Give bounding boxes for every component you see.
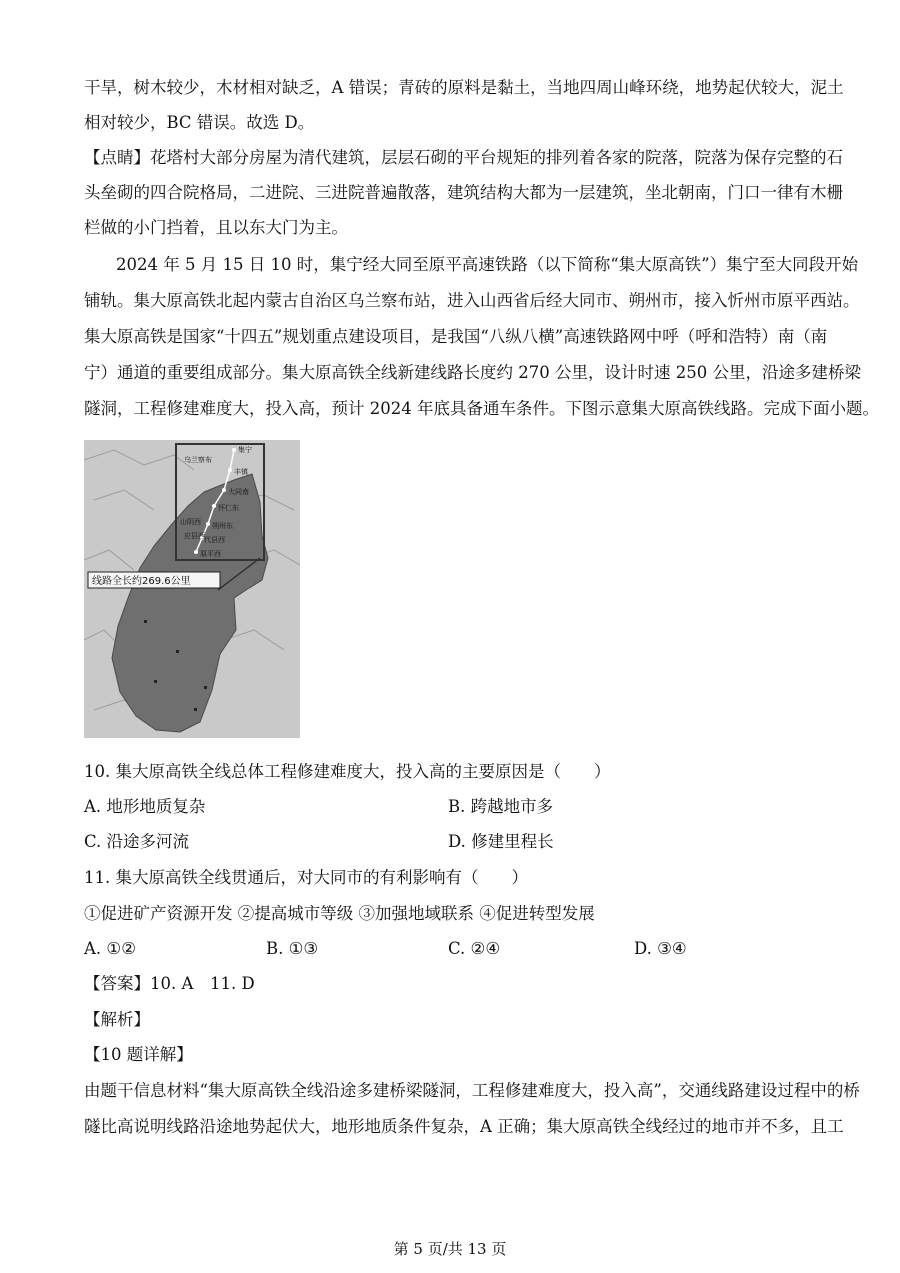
q11-items: ①促进矿产资源开发 ②提高城市等级 ③加强地域联系 ④促进转型发展 (84, 904, 595, 923)
analysis-label: 【解析】 (84, 1010, 150, 1029)
dianjing-line1: 【点睛】花塔村大部分房屋为清代建筑，层层石砌的平台规矩的排列着各家的院落，院落为保存完整的石 (84, 148, 843, 167)
station-label: 原平西 (200, 550, 221, 558)
route-length-callout: 线路全长约269.6公里 (92, 576, 191, 587)
material-line2: 铺轨。集大原高铁北起内蒙古自治区乌兰察布站，进入山西省后经大同市、朔州市，接入忻州市原平西站。 (84, 291, 860, 310)
station-label: 代县西 (204, 536, 225, 544)
q10-option-a: A. 地形地质复杂 (84, 797, 206, 816)
material-line5: 隧洞，工程修建难度大，投入高，预计 2024 年底具备通车条件。下图示意集大原高铁线路。完成下面小题。 (84, 399, 879, 418)
station-dot (194, 550, 198, 554)
railway-map (84, 440, 300, 738)
station-label: 集宁 (238, 446, 252, 454)
q11-option-a: A. ①② (84, 939, 136, 958)
city-marker (194, 708, 197, 711)
page-footer: 第 5 页/共 13 页 (393, 1240, 507, 1258)
q11-option-b: B. ①③ (266, 939, 319, 958)
station-label: 乌兰察布 (184, 456, 212, 464)
answer-second: 11. D (210, 974, 255, 993)
q11-option-c: C. ②④ (448, 939, 501, 958)
material-line1: 2024 年 5 月 15 日 10 时，集宁经大同至原平高速铁路（以下简称“集大原高铁”）集宁至大同段开始 (116, 255, 859, 274)
q11-stem: 11. 集大原高铁全线贯通后，对大同市的有利影响有（ ） (84, 868, 528, 887)
station-dot (228, 468, 232, 472)
station-label: 大同南 (228, 488, 249, 496)
station-dot (206, 522, 210, 526)
station-label: 朔州东 (212, 522, 233, 530)
detail-line2: 隧比高说明线路沿途地势起伏大，地形地质条件复杂，A 正确；集大原高铁全线经过的地市并不多，且工 (84, 1117, 844, 1136)
q10-detail-label: 【10 题详解】 (84, 1045, 193, 1064)
city-marker (176, 650, 179, 653)
station-dot (222, 488, 226, 492)
dianjing-line3: 栏做的小门挡着，且以东大门为主。 (84, 218, 348, 237)
station-label: 山阴西 (180, 518, 201, 526)
material-line4: 宁）通道的重要组成部分。集大原高铁全线新建线路长度约 270 公里，设计时速 250 公里，沿途多建桥梁 (84, 363, 861, 382)
para1-line2: 相对较少，BC 错误。故选 D。 (84, 113, 315, 132)
city-marker (204, 686, 207, 689)
city-marker (144, 620, 147, 623)
answer-label: 【答案】10. A (84, 974, 194, 993)
railway-map-svg (84, 440, 300, 738)
city-marker (154, 680, 157, 683)
q10-option-b: B. 跨越地市多 (448, 797, 554, 816)
station-label: 丰镇 (234, 468, 248, 476)
q11-option-d: D. ③④ (634, 939, 687, 958)
station-dot (232, 448, 236, 452)
dianjing-line2: 头垒砌的四合院格局，二进院、三进院普遍散落，建筑结构大都为一层建筑，坐北朝南，门口一律有木栅 (84, 183, 843, 202)
detail-line1: 由题干信息材料“集大原高铁全线沿途多建桥梁隧洞，工程修建难度大，投入高”，交通线路建设过程中的桥 (84, 1081, 860, 1100)
q10-option-d: D. 修建里程长 (448, 832, 554, 851)
station-label: 怀仁东 (218, 504, 239, 512)
q10-option-c: C. 沿途多河流 (84, 832, 190, 851)
q10-stem: 10. 集大原高铁全线总体工程修建难度大，投入高的主要原因是（ ） (84, 762, 611, 781)
station-dot (212, 504, 216, 508)
para1-line1: 干旱，树木较少，木材相对缺乏，A 错误；青砖的原料是黏土，当地四周山峰环绕，地势起伏较大，泥土 (84, 78, 844, 97)
station-label: 应县西 (184, 532, 205, 540)
material-line3: 集大原高铁是国家“十四五”规划重点建设项目，是我国“八纵八横”高速铁路网中呼（呼和浩特）南（南 (84, 327, 828, 346)
